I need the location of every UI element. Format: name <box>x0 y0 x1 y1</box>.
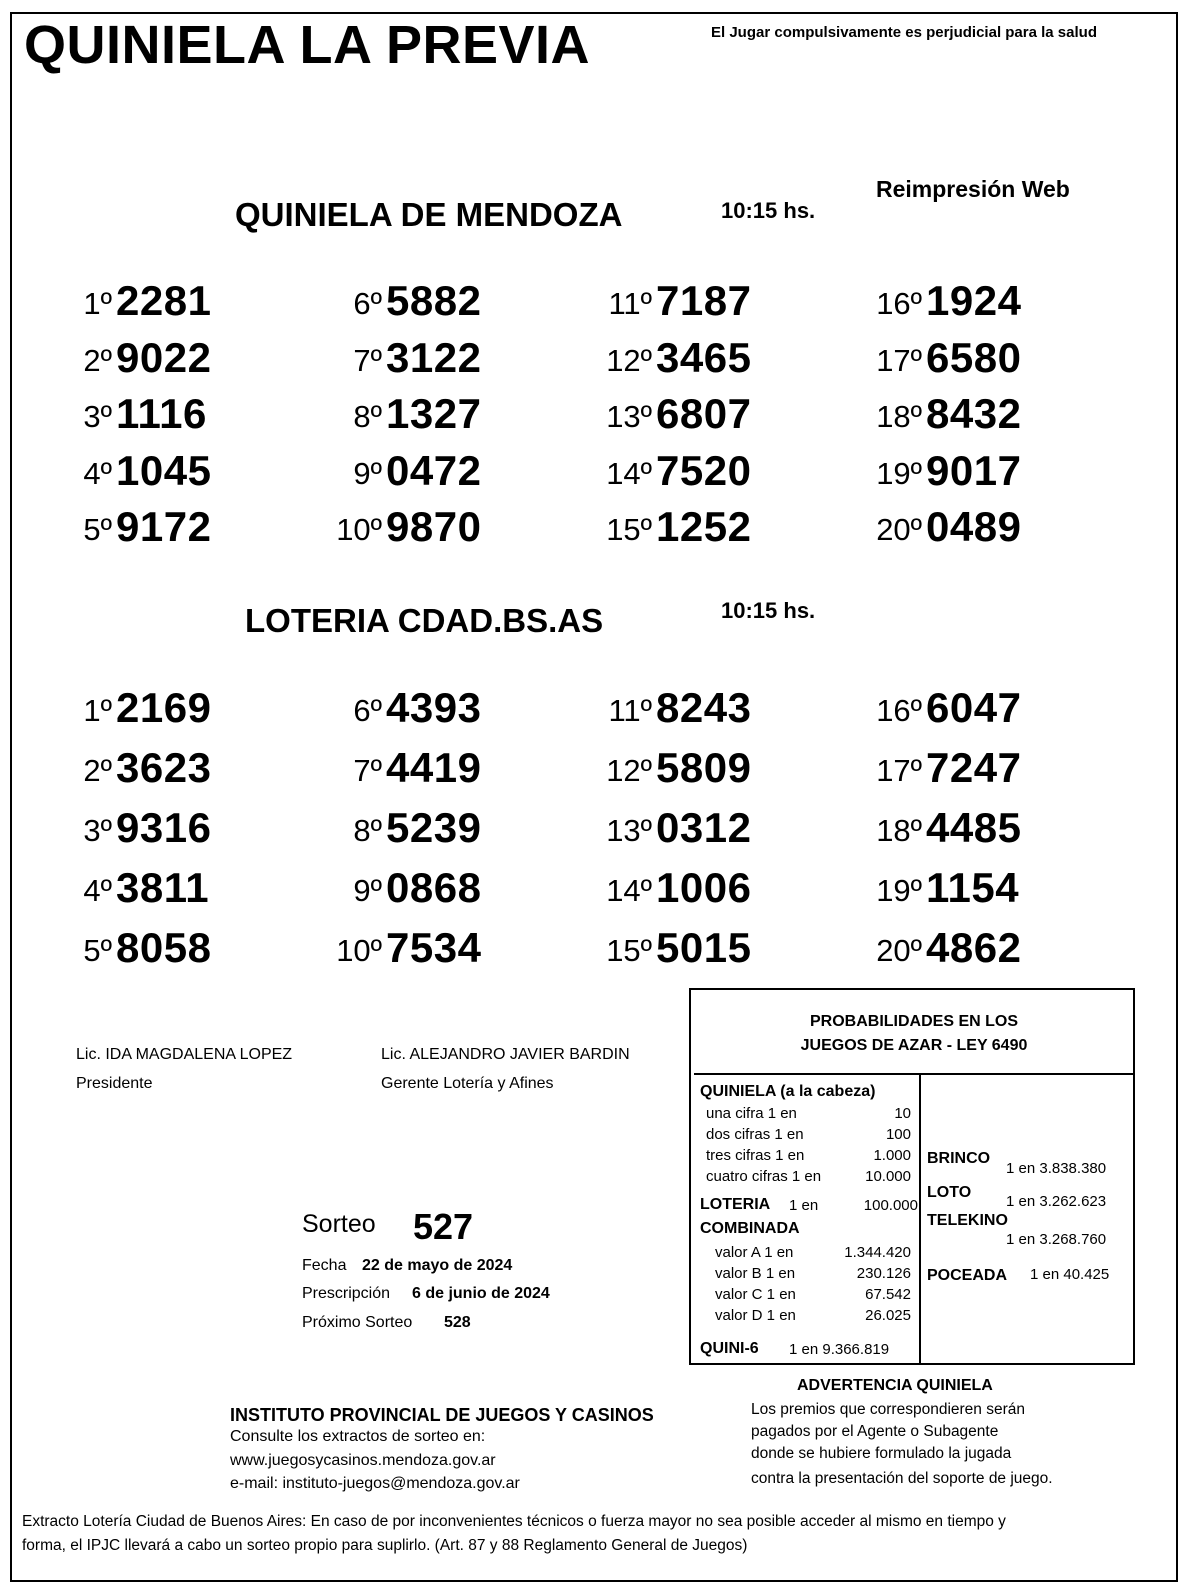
loto-label: LOTO <box>927 1184 972 1201</box>
result-position: 5º <box>83 512 112 547</box>
result-position: 11º <box>608 286 652 321</box>
probabilities-divider-h <box>694 1073 1133 1075</box>
result-cell <box>310 864 510 920</box>
signature-right-name: Lic. ALEJANDRO JAVIER BARDIN <box>381 1046 630 1063</box>
result-position: 5º <box>83 933 112 968</box>
result-position: 10º <box>336 933 382 968</box>
result-cell <box>40 744 240 800</box>
institute-email-link[interactable]: e-mail: instituto-juegos@mendoza.gov.ar <box>230 1475 520 1492</box>
prob-row-value: 10 <box>894 1105 911 1122</box>
result-position: 15º <box>606 512 652 547</box>
result-cell <box>310 447 510 503</box>
result-position: 7º <box>353 342 382 378</box>
result-position: 14º <box>606 455 652 491</box>
result-cell <box>310 503 510 559</box>
result-number: 0312 <box>656 804 752 851</box>
result-position: 4º <box>83 873 112 908</box>
result-number: 7187 <box>656 277 752 324</box>
prob-row-value: 1.344.420 <box>844 1244 911 1261</box>
result-number: 9017 <box>926 446 1022 494</box>
reprint-label: Reimpresión Web <box>876 176 1070 202</box>
result-position: 20º <box>876 512 922 547</box>
combinada-prob-label: COMBINADA <box>700 1220 800 1237</box>
prob-row-value: 1.000 <box>873 1147 911 1164</box>
advertencia-line-3: donde se hubiere formulado la jugada <box>751 1445 1012 1462</box>
quini6-prob-label: QUINI-6 <box>700 1340 759 1357</box>
result-number: 8432 <box>926 390 1022 437</box>
result-number: 5882 <box>386 277 482 324</box>
result-position: 15º <box>606 933 652 968</box>
advertencia-line-1: Los premios que correspondieren serán <box>751 1401 1025 1418</box>
prob-row-label: valor B 1 en <box>715 1265 796 1282</box>
signature-left-role: Presidente <box>76 1075 153 1092</box>
loteria-prob-value: 100.000 <box>863 1197 918 1214</box>
probabilities-divider-v <box>919 1075 921 1363</box>
result-position: 1º <box>83 693 112 728</box>
loteria-prob-en: 1 en <box>789 1197 819 1214</box>
result-position: 17º <box>876 342 922 378</box>
fecha-label: Fecha <box>302 1257 347 1274</box>
result-number: 1006 <box>656 864 752 911</box>
result-number: 4485 <box>926 804 1022 851</box>
result-position: 19º <box>876 455 922 491</box>
prescripcion-label: Prescripción <box>302 1285 391 1302</box>
result-cell <box>580 744 780 800</box>
prob-row-label: cuatro cifras 1 en <box>706 1168 822 1185</box>
result-cell <box>580 924 780 980</box>
result-position: 10º <box>336 512 382 547</box>
quiniela-prob-title: QUINIELA (a la cabeza) <box>700 1083 876 1100</box>
result-number: 2281 <box>116 277 212 324</box>
result-number: 9870 <box>386 503 482 550</box>
result-cell <box>580 447 780 503</box>
result-cell <box>310 804 510 860</box>
result-position: 7º <box>353 753 382 788</box>
result-cell <box>310 744 510 800</box>
result-position: 11º <box>608 693 652 728</box>
mendoza-title: QUINIELA DE MENDOZA <box>235 196 623 233</box>
poceada-value: 1 en 40.425 <box>1030 1266 1110 1283</box>
result-position: 3º <box>83 399 112 434</box>
result-cell <box>310 390 510 446</box>
result-cell <box>850 334 1050 390</box>
result-number: 3811 <box>116 864 210 911</box>
result-position: 4º <box>83 455 112 491</box>
result-position: 6º <box>353 286 382 321</box>
result-number: 7520 <box>656 446 752 494</box>
result-cell <box>40 390 240 446</box>
result-number: 8058 <box>116 924 212 971</box>
prob-row-label: una cifra 1 en <box>706 1105 797 1122</box>
result-cell <box>40 924 240 980</box>
result-position: 12º <box>606 342 652 378</box>
result-number: 6047 <box>926 684 1022 731</box>
result-cell <box>580 864 780 920</box>
brinco-value: 1 en 3.838.380 <box>1006 1160 1107 1177</box>
result-cell <box>310 684 510 740</box>
result-cell <box>850 744 1050 800</box>
result-number: 9316 <box>116 804 212 851</box>
result-number: 4862 <box>926 924 1022 971</box>
result-position: 18º <box>876 399 922 434</box>
result-position: 9º <box>353 455 382 491</box>
result-number: 3465 <box>656 333 752 381</box>
page-title: QUINIELA LA PREVIA <box>24 15 591 75</box>
advertencia-line-4: contra la presentación del soporte de juego. <box>751 1470 1053 1487</box>
bsas-time: 10:15 hs. <box>721 598 816 623</box>
result-number: 9022 <box>116 333 212 381</box>
result-number: 1924 <box>926 277 1022 324</box>
result-number: 4419 <box>386 744 482 791</box>
prob-row-value: 26.025 <box>865 1307 911 1324</box>
result-cell <box>580 277 780 333</box>
telekino-value: 1 en 3.268.760 <box>1006 1231 1107 1248</box>
prob-row-value: 10.000 <box>865 1168 911 1185</box>
proximo-label: Próximo Sorteo <box>302 1314 413 1331</box>
bsas-title: LOTERIA CDAD.BS.AS <box>245 602 604 639</box>
result-cell <box>310 334 510 390</box>
sorteo-label: Sorteo <box>302 1210 376 1238</box>
quini6-prob-value: 1 en 9.366.819 <box>789 1341 890 1358</box>
signature-right-role: Gerente Lotería y Afines <box>381 1075 554 1092</box>
prob-row-value: 67.542 <box>865 1286 911 1303</box>
result-number: 6580 <box>926 333 1022 381</box>
result-cell <box>40 864 240 920</box>
prob-row-value: 100 <box>885 1126 911 1143</box>
result-position: 8º <box>353 399 382 434</box>
poceada-label: POCEADA <box>927 1267 1008 1284</box>
result-position: 16º <box>876 286 922 321</box>
result-cell <box>580 804 780 860</box>
result-position: 9º <box>353 873 382 908</box>
proximo-value: 528 <box>444 1314 471 1331</box>
result-cell <box>40 334 240 390</box>
signature-left-name: Lic. IDA MAGDALENA LOPEZ <box>76 1046 293 1063</box>
result-cell <box>850 390 1050 446</box>
result-cell <box>310 924 510 980</box>
result-position: 2º <box>83 342 112 378</box>
result-position: 17º <box>876 753 922 788</box>
prob-row-label: valor C 1 en <box>715 1286 796 1303</box>
fecha-value: 22 de mayo de 2024 <box>362 1257 513 1274</box>
result-cell <box>850 804 1050 860</box>
result-cell <box>310 277 510 333</box>
loteria-prob-label: LOTERIA <box>700 1196 771 1213</box>
institute-consult: Consulte los extractos de sorteo en: <box>230 1428 486 1445</box>
result-position: 18º <box>876 813 922 848</box>
mendoza-time: 10:15 hs. <box>721 198 816 223</box>
result-cell <box>580 390 780 446</box>
result-cell <box>40 447 240 503</box>
result-number: 3623 <box>116 744 212 791</box>
prob-row-label: tres cifras 1 en <box>706 1147 805 1164</box>
result-position: 19º <box>876 873 922 908</box>
result-number: 0868 <box>386 864 482 911</box>
result-position: 2º <box>83 753 112 788</box>
sorteo-number: 527 <box>413 1206 474 1247</box>
result-number: 8243 <box>656 684 752 731</box>
result-number: 4393 <box>386 684 482 731</box>
result-position: 13º <box>606 399 652 434</box>
result-number: 6807 <box>656 390 752 437</box>
result-cell <box>40 503 240 559</box>
result-number: 3122 <box>386 333 482 381</box>
result-number: 2169 <box>116 684 212 731</box>
prob-row-label: dos cifras 1 en <box>706 1126 804 1143</box>
result-position: 8º <box>353 813 382 848</box>
result-number: 0472 <box>386 446 482 494</box>
result-number: 5239 <box>386 804 482 851</box>
result-cell <box>850 684 1050 740</box>
result-cell <box>40 684 240 740</box>
result-position: 6º <box>353 693 382 728</box>
result-cell <box>850 924 1050 980</box>
brinco-label: BRINCO <box>927 1150 991 1167</box>
prob-row-value: 230.126 <box>856 1265 911 1282</box>
result-position: 13º <box>606 813 652 848</box>
result-number: 0489 <box>926 503 1022 550</box>
footer-line-1: Extracto Lotería Ciudad de Buenos Aires: En caso de por inconvenientes técnicos o fuerza mayor no sea posible acceder al mismo en tiempo y <box>22 1513 1006 1530</box>
result-number: 1327 <box>386 390 482 437</box>
loto-value: 1 en 3.262.623 <box>1006 1193 1107 1210</box>
result-position: 14º <box>606 873 652 908</box>
result-number: 1154 <box>926 864 1020 911</box>
result-position: 20º <box>876 933 922 968</box>
result-cell <box>580 503 780 559</box>
institute-web-link[interactable]: www.juegosycasinos.mendoza.gov.ar <box>230 1452 496 1469</box>
result-number: 9172 <box>116 503 212 550</box>
health-warning: El Jugar compulsivamente es perjudicial para la salud <box>711 24 1097 41</box>
result-number: 1252 <box>656 503 752 550</box>
institute-name: INSTITUTO PROVINCIAL DE JUEGOS Y CASINOS <box>230 1405 654 1425</box>
result-number: 1116 <box>116 390 207 437</box>
prescripcion-value: 6 de junio de 2024 <box>412 1285 550 1302</box>
result-cell <box>580 334 780 390</box>
result-cell <box>850 503 1050 559</box>
result-position: 12º <box>606 753 652 788</box>
result-cell <box>850 864 1050 920</box>
result-cell <box>40 277 240 333</box>
prob-row-label: valor D 1 en <box>715 1307 796 1324</box>
result-cell <box>850 447 1050 503</box>
advertencia-line-2: pagados por el Agente o Subagente <box>751 1423 999 1440</box>
result-position: 1º <box>83 286 112 321</box>
footer-line-2: forma, el IPJC llevará a cabo un sorteo propio para suplirlo. (Art. 87 y 88 Reglamento General de Juegos) <box>22 1537 748 1554</box>
result-cell <box>40 804 240 860</box>
result-number: 1045 <box>116 446 212 494</box>
probabilities-header: PROBABILIDADES EN LOS JUEGOS DE AZAR - LEY 6490 <box>800 1013 1028 1054</box>
telekino-label: TELEKINO <box>927 1212 1008 1229</box>
result-number: 5809 <box>656 744 752 791</box>
result-position: 16º <box>876 693 922 728</box>
prob-row-label: valor A 1 en <box>715 1244 794 1261</box>
result-cell <box>850 277 1050 333</box>
result-number: 7247 <box>926 744 1022 791</box>
advertencia-title: ADVERTENCIA QUINIELA <box>797 1377 993 1394</box>
result-number: 7534 <box>386 924 482 971</box>
result-cell <box>580 684 780 740</box>
result-position: 3º <box>83 813 112 848</box>
result-number: 5015 <box>656 924 752 971</box>
